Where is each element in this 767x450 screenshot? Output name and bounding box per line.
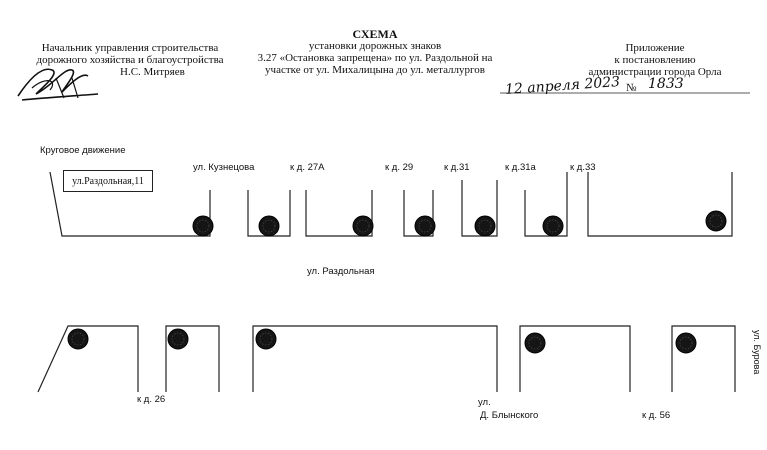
sign-3-27-icon (676, 333, 696, 353)
k31-label: к д.31 (444, 162, 470, 173)
sign-3-27-icon (353, 216, 373, 236)
sign-3-27-icon (168, 329, 188, 349)
address-box-label: ул.Раздольная,11 (72, 175, 144, 187)
blynsky-line1-label: ул. (478, 397, 491, 408)
subtitle-line3: участке от ул. Михалицына до ул. металлургов (265, 64, 485, 76)
k29-label: к д. 29 (385, 162, 414, 173)
bottom-curb-lines (38, 326, 735, 392)
sign-3-27-icon (706, 211, 726, 231)
handwritten-number: 1833 (648, 76, 684, 92)
subtitle-line1: установки дорожных знаков (308, 40, 442, 52)
approver-line2: дорожного хозяйства и благоустройства (36, 54, 224, 66)
k33-label: к д.33 (570, 162, 596, 173)
appendix-line2: к постановлению (614, 54, 696, 66)
sign-3-27-icon (193, 216, 213, 236)
number-prefix: № (626, 82, 637, 94)
handwritten-date: 12 апреля 2023 (504, 74, 621, 98)
sign-3-27-icon (525, 333, 545, 353)
sign-3-27-icon (475, 216, 495, 236)
approver-line1: Начальник управления строительства (41, 42, 219, 54)
k27a-label: к д. 27А (290, 162, 325, 173)
sign-3-27-icon (68, 329, 88, 349)
k31a-label: к д.31а (505, 162, 536, 173)
appendix-line1: Приложение (625, 42, 685, 54)
approver-name: Н.С. Митряев (120, 66, 185, 78)
kuznetsova-label: ул. Кузнецова (193, 162, 255, 173)
blynsky-line2-label: Д. Блынского (480, 410, 539, 421)
k56-label: к д. 56 (642, 410, 671, 421)
subtitle-line2: 3.27 «Остановка запрещена» по ул. Раздольной на (257, 52, 493, 64)
top-curb-lines (50, 172, 732, 236)
burova-label: ул. Бурова (752, 330, 762, 375)
sign-3-27-icon (259, 216, 279, 236)
sign-3-27-icon (256, 329, 276, 349)
sign-3-27-icon (543, 216, 563, 236)
document-title: СХЕМА (352, 27, 398, 41)
street-main-label: ул. Раздольная (307, 266, 375, 277)
appendix-line3: администрации города Орла (588, 66, 722, 78)
roundabout-label: Круговое движение (40, 145, 126, 156)
sign-3-27-icon (415, 216, 435, 236)
k26-label: к д. 26 (137, 394, 166, 405)
